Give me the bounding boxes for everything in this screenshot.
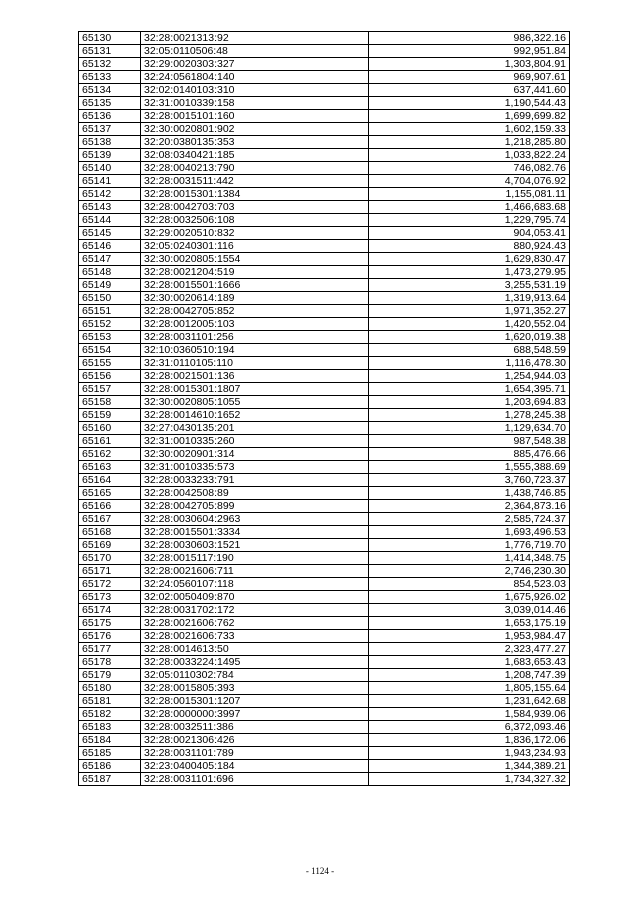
row-number-cell: 65183 [79, 721, 141, 734]
row-number-cell: 65142 [79, 188, 141, 201]
value-cell: 1,190,544.43 [369, 97, 570, 110]
cadastral-number-cell: 32:28:0032506:108 [141, 214, 369, 227]
cadastral-number-cell: 32:28:0031702:172 [141, 604, 369, 617]
cadastral-number-cell: 32:28:0014613:50 [141, 643, 369, 656]
cadastral-number-cell: 32:28:0030603:1521 [141, 539, 369, 552]
table-row [79, 370, 570, 383]
row-number-cell: 65154 [79, 344, 141, 357]
row-number-cell: 65161 [79, 435, 141, 448]
row-number-cell: 65178 [79, 656, 141, 669]
row-number-cell: 65173 [79, 591, 141, 604]
table-row [79, 539, 570, 552]
value-cell: 4,704,076.92 [369, 175, 570, 188]
row-number-cell: 65176 [79, 630, 141, 643]
row-number-cell: 65140 [79, 162, 141, 175]
value-cell: 3,760,723.37 [369, 474, 570, 487]
table-row [79, 45, 570, 58]
row-number-cell: 65177 [79, 643, 141, 656]
value-cell: 1,620,019.38 [369, 331, 570, 344]
cadastral-number-cell: 32:30:0020805:1554 [141, 253, 369, 266]
page-number: - 1124 - [305, 866, 335, 876]
value-cell: 1,473,279.95 [369, 266, 570, 279]
table-row [79, 175, 570, 188]
value-cell: 3,255,531.19 [369, 279, 570, 292]
cadastral-number-cell: 32:28:0031101:789 [141, 747, 369, 760]
cadastral-number-cell: 32:29:0020510:832 [141, 227, 369, 240]
value-cell: 1,602,159.33 [369, 123, 570, 136]
table-body [79, 32, 570, 786]
table-row [79, 734, 570, 747]
value-cell: 1,466,683.68 [369, 201, 570, 214]
row-number-cell: 65162 [79, 448, 141, 461]
row-number-cell: 65155 [79, 357, 141, 370]
cadastral-number-cell: 32:28:0015301:1384 [141, 188, 369, 201]
row-number-cell: 65174 [79, 604, 141, 617]
table-row [79, 617, 570, 630]
table-row [79, 383, 570, 396]
cadastral-number-cell: 32:28:0042508:89 [141, 487, 369, 500]
value-cell: 1,218,285.80 [369, 136, 570, 149]
cadastral-number-cell: 32:28:0012005:103 [141, 318, 369, 331]
table-row [79, 422, 570, 435]
table-row [79, 747, 570, 760]
row-number-cell: 65187 [79, 773, 141, 786]
table-row [79, 448, 570, 461]
cadastral-number-cell: 32:28:0033224:1495 [141, 656, 369, 669]
cadastral-number-cell: 32:28:0021306:426 [141, 734, 369, 747]
cadastral-number-cell: 32:30:0020901:314 [141, 448, 369, 461]
cadastral-number-cell: 32:31:0110105:110 [141, 357, 369, 370]
row-number-cell: 65139 [79, 149, 141, 162]
table-row [79, 344, 570, 357]
row-number-cell: 65167 [79, 513, 141, 526]
row-number-cell: 65144 [79, 214, 141, 227]
table-row [79, 110, 570, 123]
table-row [79, 214, 570, 227]
table-row [79, 409, 570, 422]
value-cell: 1,629,830.47 [369, 253, 570, 266]
cadastral-number-cell: 32:28:0015301:1207 [141, 695, 369, 708]
row-number-cell: 65180 [79, 682, 141, 695]
row-number-cell: 65148 [79, 266, 141, 279]
value-cell: 2,585,724.37 [369, 513, 570, 526]
value-cell: 986,322.16 [369, 32, 570, 45]
cadastral-number-cell: 32:28:0000000:3997 [141, 708, 369, 721]
table-row [79, 526, 570, 539]
table-row [79, 630, 570, 643]
value-cell: 2,746,230.30 [369, 565, 570, 578]
cadastral-number-cell: 32:29:0020303:327 [141, 58, 369, 71]
cadastral-number-cell: 32:28:0021501:136 [141, 370, 369, 383]
value-cell: 1,693,496.53 [369, 526, 570, 539]
row-number-cell: 65159 [79, 409, 141, 422]
cadastral-number-cell: 32:28:0042703:703 [141, 201, 369, 214]
table-row [79, 695, 570, 708]
cadastral-number-cell: 32:28:0031101:256 [141, 331, 369, 344]
value-cell: 1,129,634.70 [369, 422, 570, 435]
cadastral-number-cell: 32:10:0360510:194 [141, 344, 369, 357]
table-row [79, 32, 570, 45]
table-row [79, 240, 570, 253]
table-row [79, 591, 570, 604]
value-cell: 1,699,699.82 [369, 110, 570, 123]
row-number-cell: 65164 [79, 474, 141, 487]
value-cell: 1,231,642.68 [369, 695, 570, 708]
cadastral-number-cell: 32:28:0042705:852 [141, 305, 369, 318]
value-cell: 1,555,388.69 [369, 461, 570, 474]
cadastral-number-cell: 32:30:0020614:189 [141, 292, 369, 305]
value-cell: 1,203,694.83 [369, 396, 570, 409]
table-row [79, 188, 570, 201]
table-row [79, 396, 570, 409]
value-cell: 2,323,477.27 [369, 643, 570, 656]
row-number-cell: 65179 [79, 669, 141, 682]
table-row [79, 656, 570, 669]
cadastral-number-cell: 32:24:0561804:140 [141, 71, 369, 84]
cadastral-number-cell: 32:31:0010339:158 [141, 97, 369, 110]
value-cell: 1,584,939.06 [369, 708, 570, 721]
cadastral-value-table [78, 31, 570, 786]
value-cell: 1,303,804.91 [369, 58, 570, 71]
row-number-cell: 65166 [79, 500, 141, 513]
row-number-cell: 65185 [79, 747, 141, 760]
table-row [79, 58, 570, 71]
value-cell: 987,548.38 [369, 435, 570, 448]
value-cell: 1,208,747.39 [369, 669, 570, 682]
row-number-cell: 65146 [79, 240, 141, 253]
cadastral-number-cell: 32:28:0021606:711 [141, 565, 369, 578]
value-cell: 1,805,155.64 [369, 682, 570, 695]
value-cell: 854,523.03 [369, 578, 570, 591]
value-cell: 1,254,944.03 [369, 370, 570, 383]
cadastral-number-cell: 32:05:0110506:48 [141, 45, 369, 58]
cadastral-number-cell: 32:28:0021606:762 [141, 617, 369, 630]
table-row [79, 84, 570, 97]
value-cell: 1,653,175.19 [369, 617, 570, 630]
row-number-cell: 65175 [79, 617, 141, 630]
table-row [79, 552, 570, 565]
cadastral-number-cell: 32:02:0050409:870 [141, 591, 369, 604]
cadastral-number-cell: 32:28:0015117:190 [141, 552, 369, 565]
row-number-cell: 65163 [79, 461, 141, 474]
cadastral-number-cell: 32:28:0042705:899 [141, 500, 369, 513]
value-cell: 1,229,795.74 [369, 214, 570, 227]
value-cell: 1,414,348.75 [369, 552, 570, 565]
row-number-cell: 65158 [79, 396, 141, 409]
value-cell: 3,039,014.46 [369, 604, 570, 617]
table-row [79, 669, 570, 682]
row-number-cell: 65153 [79, 331, 141, 344]
value-cell: 992,951.84 [369, 45, 570, 58]
cadastral-number-cell: 32:30:0020805:1055 [141, 396, 369, 409]
row-number-cell: 65151 [79, 305, 141, 318]
row-number-cell: 65160 [79, 422, 141, 435]
row-number-cell: 65169 [79, 539, 141, 552]
cadastral-number-cell: 32:30:0020801:902 [141, 123, 369, 136]
table-row [79, 331, 570, 344]
row-number-cell: 65133 [79, 71, 141, 84]
row-number-cell: 65147 [79, 253, 141, 266]
row-number-cell: 65134 [79, 84, 141, 97]
cadastral-number-cell: 32:28:0015501:3334 [141, 526, 369, 539]
row-number-cell: 65165 [79, 487, 141, 500]
value-cell: 1,420,552.04 [369, 318, 570, 331]
row-number-cell: 65171 [79, 565, 141, 578]
value-cell: 1,319,913.64 [369, 292, 570, 305]
cadastral-number-cell: 32:08:0340421:185 [141, 149, 369, 162]
table-row [79, 149, 570, 162]
value-cell: 1,344,389.21 [369, 760, 570, 773]
cadastral-number-cell: 32:28:0031511:442 [141, 175, 369, 188]
value-cell: 1,438,746.85 [369, 487, 570, 500]
table-row [79, 201, 570, 214]
cadastral-number-cell: 32:28:0032511:386 [141, 721, 369, 734]
cadastral-number-cell: 32:28:0015501:1666 [141, 279, 369, 292]
value-cell: 1,116,478.30 [369, 357, 570, 370]
cadastral-number-cell: 32:27:0430135:201 [141, 422, 369, 435]
table-row [79, 513, 570, 526]
value-cell: 1,953,984.47 [369, 630, 570, 643]
cadastral-number-cell: 32:28:0021606:733 [141, 630, 369, 643]
row-number-cell: 65131 [79, 45, 141, 58]
value-cell: 885,476.66 [369, 448, 570, 461]
table-row [79, 643, 570, 656]
table-row [79, 305, 570, 318]
table-row [79, 578, 570, 591]
row-number-cell: 65141 [79, 175, 141, 188]
table-row [79, 136, 570, 149]
row-number-cell: 65135 [79, 97, 141, 110]
table-row [79, 227, 570, 240]
table-row [79, 292, 570, 305]
row-number-cell: 65138 [79, 136, 141, 149]
cadastral-number-cell: 32:28:0021204:519 [141, 266, 369, 279]
table-row [79, 123, 570, 136]
value-cell: 1,278,245.38 [369, 409, 570, 422]
value-cell: 637,441.60 [369, 84, 570, 97]
table-row [79, 279, 570, 292]
table-row [79, 461, 570, 474]
row-number-cell: 65150 [79, 292, 141, 305]
table-row [79, 266, 570, 279]
cadastral-number-cell: 32:02:0140103:310 [141, 84, 369, 97]
row-number-cell: 65152 [79, 318, 141, 331]
row-number-cell: 65181 [79, 695, 141, 708]
cadastral-number-cell: 32:28:0030604:2963 [141, 513, 369, 526]
table-row [79, 721, 570, 734]
row-number-cell: 65137 [79, 123, 141, 136]
row-number-cell: 65170 [79, 552, 141, 565]
table-row [79, 435, 570, 448]
cadastral-number-cell: 32:28:0015301:1807 [141, 383, 369, 396]
value-cell: 2,364,873.16 [369, 500, 570, 513]
table-row [79, 71, 570, 84]
table-row [79, 357, 570, 370]
cadastral-number-cell: 32:28:0033233:791 [141, 474, 369, 487]
value-cell: 1,734,327.32 [369, 773, 570, 786]
row-number-cell: 65168 [79, 526, 141, 539]
value-cell: 1,654,395.71 [369, 383, 570, 396]
table-row [79, 162, 570, 175]
table-row [79, 318, 570, 331]
table-row [79, 97, 570, 110]
table-row [79, 565, 570, 578]
row-number-cell: 65132 [79, 58, 141, 71]
table-row [79, 474, 570, 487]
value-cell: 904,053.41 [369, 227, 570, 240]
row-number-cell: 65136 [79, 110, 141, 123]
table-row [79, 773, 570, 786]
cadastral-number-cell: 32:28:0031101:696 [141, 773, 369, 786]
value-cell: 1,971,352.27 [369, 305, 570, 318]
row-number-cell: 65143 [79, 201, 141, 214]
cadastral-number-cell: 32:28:0015101:160 [141, 110, 369, 123]
row-number-cell: 65182 [79, 708, 141, 721]
cadastral-number-cell: 32:28:0021313:92 [141, 32, 369, 45]
row-number-cell: 65157 [79, 383, 141, 396]
table-row [79, 708, 570, 721]
value-cell: 1,675,926.02 [369, 591, 570, 604]
cadastral-number-cell: 32:31:0010335:573 [141, 461, 369, 474]
table-row [79, 487, 570, 500]
value-cell: 1,943,234.93 [369, 747, 570, 760]
table-row [79, 500, 570, 513]
table-row [79, 682, 570, 695]
row-number-cell: 65156 [79, 370, 141, 383]
cadastral-number-cell: 32:31:0010335:260 [141, 435, 369, 448]
table-row [79, 604, 570, 617]
value-cell: 1,033,822.24 [369, 149, 570, 162]
row-number-cell: 65149 [79, 279, 141, 292]
cadastral-number-cell: 32:28:0040213:790 [141, 162, 369, 175]
row-number-cell: 65186 [79, 760, 141, 773]
cadastral-number-cell: 32:20:0380135:353 [141, 136, 369, 149]
value-cell: 1,683,653.43 [369, 656, 570, 669]
value-cell: 1,836,172.06 [369, 734, 570, 747]
cadastral-number-cell: 32:05:0240301:116 [141, 240, 369, 253]
row-number-cell: 65172 [79, 578, 141, 591]
value-cell: 6,372,093.46 [369, 721, 570, 734]
cadastral-number-cell: 32:24:0560107:118 [141, 578, 369, 591]
cadastral-number-cell: 32:05:0110302:784 [141, 669, 369, 682]
cadastral-number-cell: 32:28:0015805:393 [141, 682, 369, 695]
value-cell: 1,776,719.70 [369, 539, 570, 552]
cadastral-number-cell: 32:28:0014610:1652 [141, 409, 369, 422]
table-row [79, 253, 570, 266]
value-cell: 880,924.43 [369, 240, 570, 253]
row-number-cell: 65184 [79, 734, 141, 747]
value-cell: 746,082.76 [369, 162, 570, 175]
value-cell: 688,548.59 [369, 344, 570, 357]
row-number-cell: 65145 [79, 227, 141, 240]
table-row [79, 760, 570, 773]
value-cell: 969,907.61 [369, 71, 570, 84]
value-cell: 1,155,081.11 [369, 188, 570, 201]
cadastral-number-cell: 32:23:0400405:184 [141, 760, 369, 773]
row-number-cell: 65130 [79, 32, 141, 45]
